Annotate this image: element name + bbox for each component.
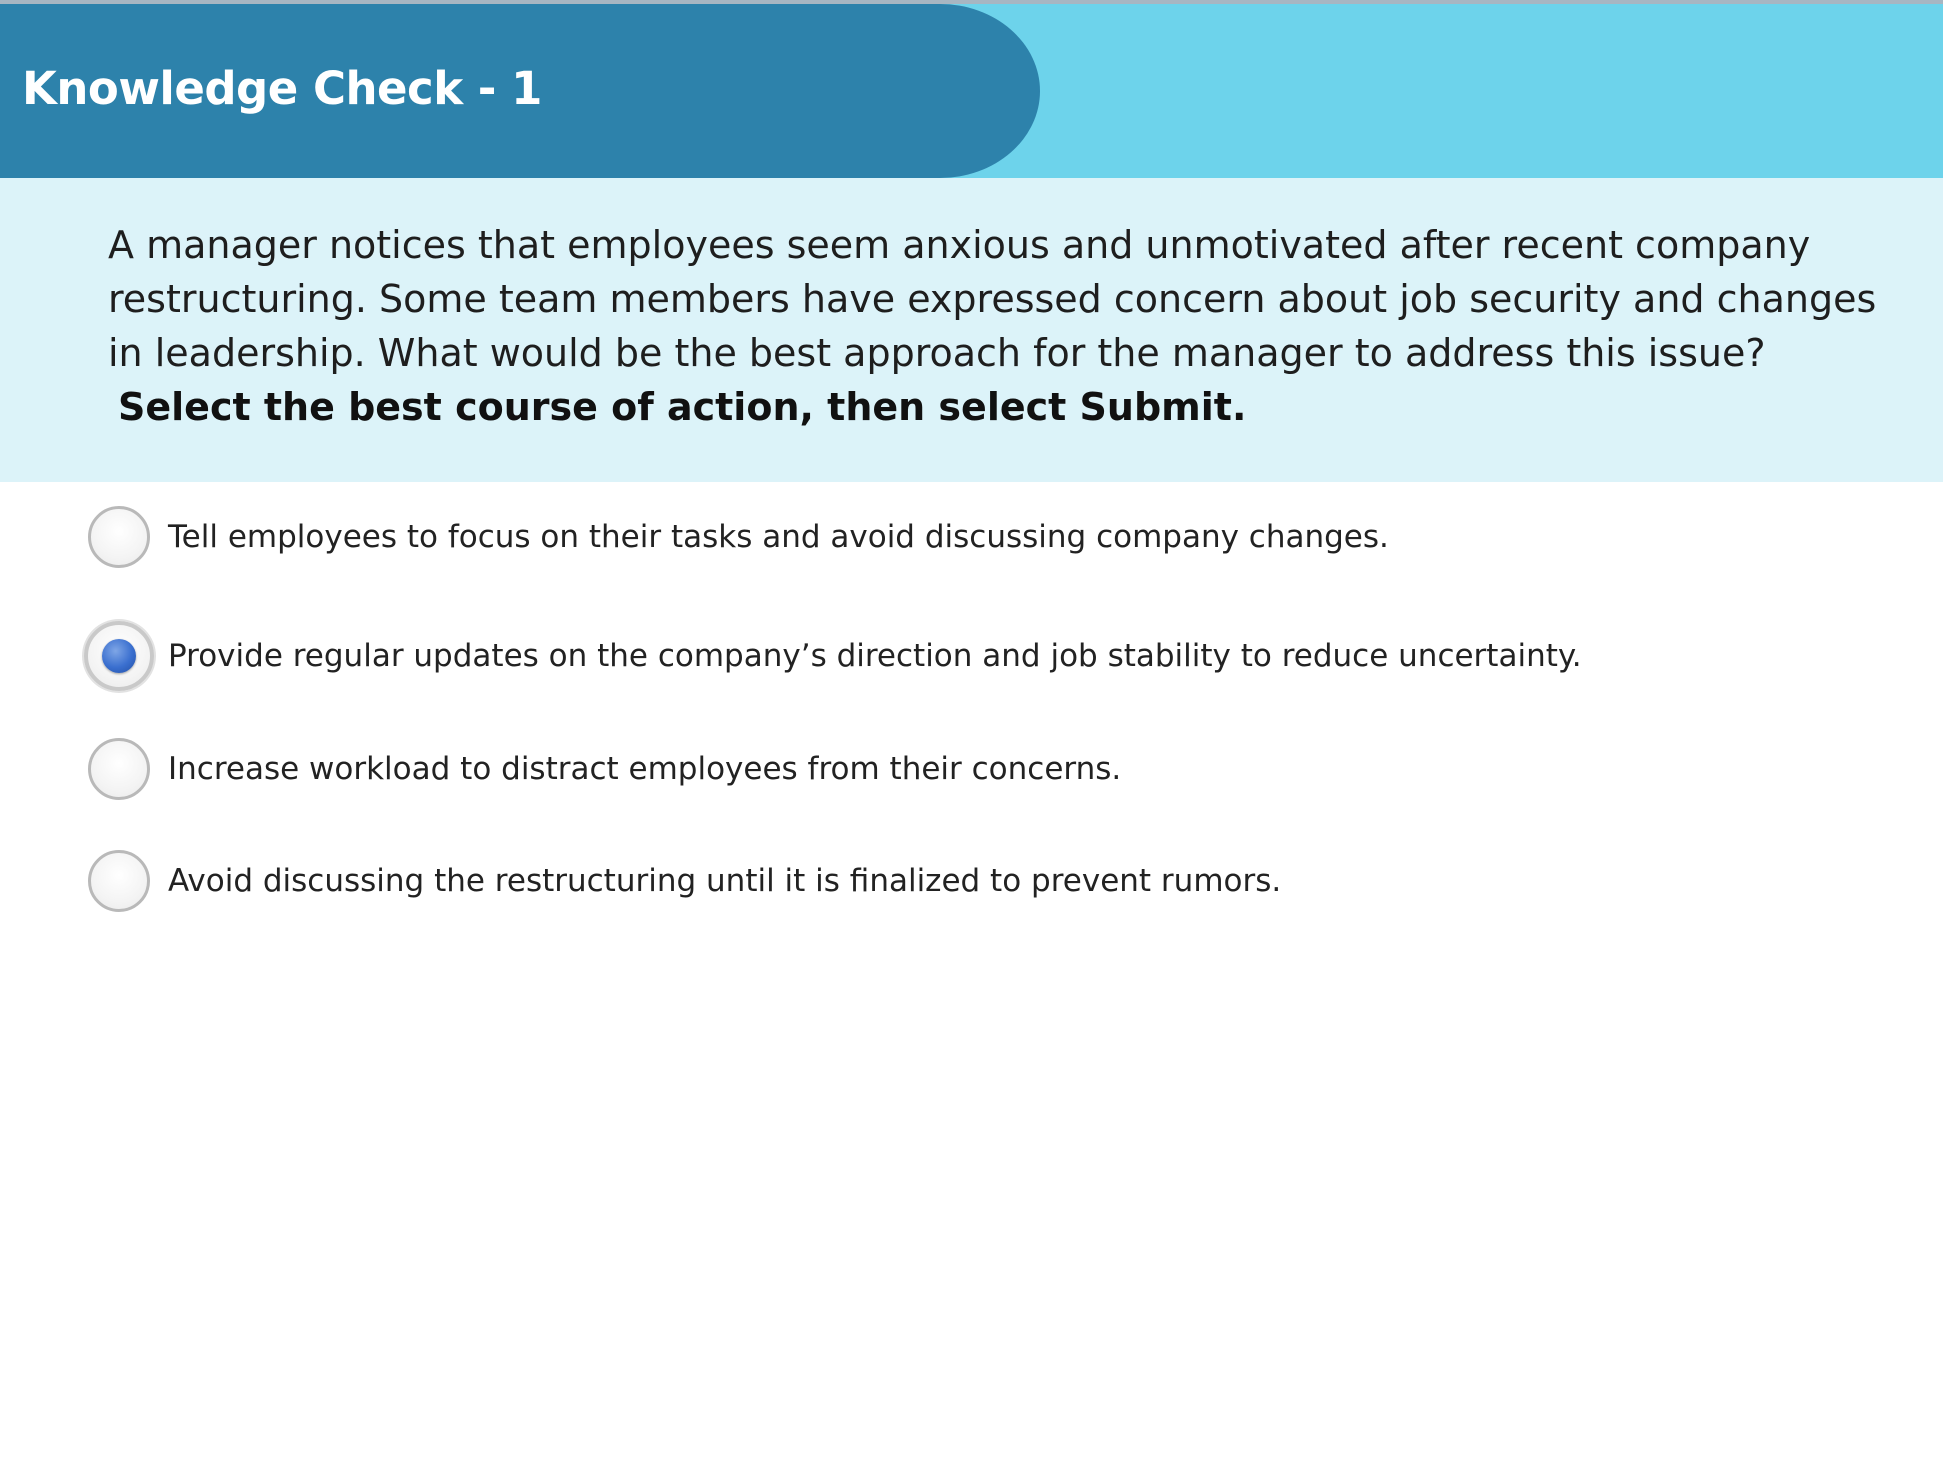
question-text [108, 218, 1898, 434]
answer-option-label[interactable]: Avoid discussing the restructuring until it is finalized to prevent rumors. [168, 863, 1282, 899]
answer-option-label[interactable]: Tell employees to focus on their tasks and avoid discussing company changes. [168, 519, 1389, 555]
radio-button-3[interactable] [88, 738, 150, 800]
answer-option-label[interactable]: Provide regular updates on the company’s direction and job stability to reduce uncertainty. [168, 638, 1582, 674]
radio-button-1[interactable] [88, 506, 150, 568]
question-instruction: Select the best course of action, then select Submit. [118, 385, 1247, 429]
radio-button-4[interactable] [88, 850, 150, 912]
answer-option-1[interactable] [88, 497, 1389, 577]
question-prompt: A manager notices that employees seem anxious and unmotivated after recent company restructuring. Some team members have expressed concern about job security and changes in leadership. What would be the best approach for the manager to address this issue? [108, 223, 1877, 375]
page-title: Knowledge Check - 1 [22, 62, 542, 115]
radio-selected-dot-icon [102, 639, 136, 673]
answer-option-4[interactable] [88, 841, 1281, 921]
answer-option-2[interactable] [88, 616, 1582, 696]
answer-option-3[interactable] [88, 729, 1121, 809]
answer-option-label[interactable]: Increase workload to distract employees from their concerns. [168, 751, 1122, 787]
radio-button-2-selected[interactable] [84, 621, 154, 691]
